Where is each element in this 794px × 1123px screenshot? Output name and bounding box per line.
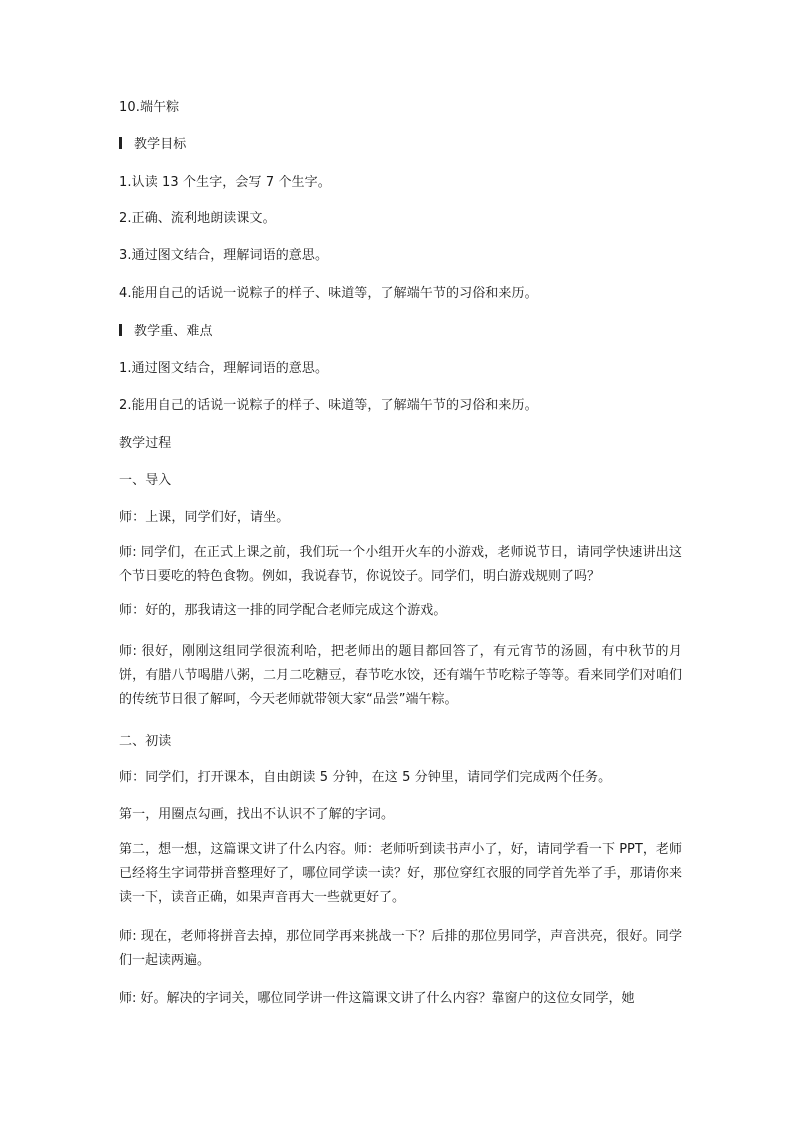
paragraph: 师: 现在，老师将拼音去掉，那位同学再来挑战一下？后排的那位男同学，声音洪亮，很好。同学们一起读两遍。 bbox=[119, 929, 682, 968]
paragraph: 师：好的，那我请这一排的同学配合老师完成这个游戏。 bbox=[119, 603, 447, 618]
section-heading-key-points bbox=[119, 323, 213, 341]
document-page bbox=[119, 0, 682, 1123]
process-heading: 教学过程 bbox=[119, 436, 172, 451]
key-point-item: 2.能用自己的话说一说粽子的样子、味道等，了解端午节的习俗和来历。 bbox=[119, 398, 538, 413]
section-heading-goals-text: 教学目标 bbox=[134, 137, 187, 152]
goal-item: 4.能用自己的话说一说粽子的样子、味道等，了解端午节的习俗和来历。 bbox=[119, 286, 538, 301]
paragraph: 师：同学们，打开课本，自由朗读 5 分钟，在这 5 分钟里，请同学们完成两个任务。 bbox=[119, 770, 612, 785]
goal-item: 3.通过图文结合，理解词语的意思。 bbox=[119, 248, 329, 263]
paragraph: 第一，用圈点勾画，找出不认识不了解的字词。 bbox=[119, 807, 395, 822]
section-heading-key-points-text: 教学重、难点 bbox=[134, 324, 213, 339]
paragraph: 师: 很好，刚刚这组同学很流利哈，把老师出的题目都回答了，有元宵节的汤圆，有中秋节的月饼，有腊八节喝腊八粥，二月二吃糖豆，春节吃水饺，还有端午节吃粽子等等。看来同学们对咱们的传统节日很了解呵，今天老师就带领大家“品尝”端午粽。 bbox=[119, 644, 682, 707]
paragraph: 师: 好。解决的字词关，哪位同学讲一件这篇课文讲了什么内容？靠窗户的这位女同学，她 bbox=[119, 991, 635, 1006]
paragraph: 师：上课，同学们好，请坐。 bbox=[119, 510, 290, 525]
goal-item: 2.正确、流利地朗读课文。 bbox=[119, 211, 276, 226]
part1-heading: 一、导入 bbox=[119, 473, 172, 488]
goal-item: 1.认读 13 个生字，会写 7 个生字。 bbox=[119, 175, 331, 190]
heading-bar-icon bbox=[119, 137, 122, 149]
paragraph: 师: 同学们，在正式上课之前，我们玩一个小组开火车的小游戏，老师说节日，请同学快速讲出这个节日要吃的特色食物。例如，我说春节，你说饺子。同学们，明白游戏规则了吗？ bbox=[119, 545, 682, 584]
key-point-item: 1.通过图文结合，理解词语的意思。 bbox=[119, 361, 329, 376]
section-heading-goals bbox=[119, 136, 186, 154]
part2-heading: 二、初读 bbox=[119, 734, 172, 749]
paragraph: 第二，想一想，这篇课文讲了什么内容。师：老师听到读书声小了，好，请同学看一下 PPT，老师已经将生字词带拼音整理好了，哪位同学读一读？好，那位穿红衣服的同学首先举了手，那请你来读一下，读音正确，如果声音再大一些就更好了。 bbox=[119, 842, 682, 905]
heading-bar-icon bbox=[119, 324, 122, 336]
lesson-title: 10.端午粽 bbox=[119, 100, 180, 115]
